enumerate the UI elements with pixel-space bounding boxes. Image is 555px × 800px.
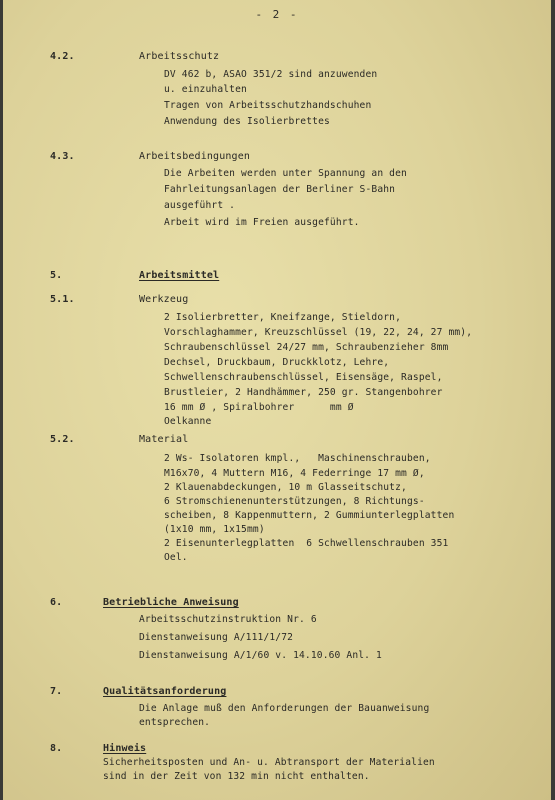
section-heading: Arbeitsbedingungen	[139, 151, 251, 162]
section-number: 8.	[50, 743, 63, 754]
section-heading: Arbeitsmittel	[139, 270, 220, 281]
text-line: (1x10 mm, 1x15mm)	[164, 524, 265, 535]
text-line: Dienstanweisung A/111/1/72	[139, 632, 294, 643]
text-line: Vorschlaghammer, Kreuzschlüssel (19, 22, 24, 27 mm),	[164, 327, 473, 338]
section-heading: Hinweis	[103, 743, 147, 754]
text-line: Schraubenschlüssel 24/27 mm, Schraubenzieher 8mm	[164, 342, 449, 353]
text-line: Brustleier, 2 Handhämmer, 250 gr. Stangenbohrer	[164, 387, 443, 398]
text-line: Dienstanweisung A/1/60 v. 14.10.60 Anl. 1	[139, 650, 382, 661]
document-page	[3, 0, 551, 800]
text-line: Oelkanne	[164, 416, 212, 427]
text-line: sind in der Zeit von 132 min nicht enthalten.	[103, 771, 370, 782]
text-line: Fahrleitungsanlagen der Berliner S-Bahn	[164, 184, 396, 195]
text-line: ausgeführt .	[164, 200, 236, 211]
section-number: 4.3.	[50, 151, 75, 162]
text-line: Arbeitsschutzinstruktion Nr. 6	[139, 614, 317, 625]
text-line: Dechsel, Druckbaum, Druckklotz, Lehre,	[164, 357, 390, 368]
section-number: 4.2.	[50, 51, 75, 62]
text-line: DV 462 b, ASAO 351/2 sind anzuwenden	[164, 69, 378, 80]
text-line: 2 Klauenabdeckungen, 10 m Glasseitschutz,	[164, 482, 407, 493]
text-line: 2 Isolierbretter, Kneifzange, Stieldorn,	[164, 312, 402, 323]
text-line: entsprechen.	[139, 717, 211, 728]
section-number: 7.	[50, 686, 63, 697]
page-number: - 2 -	[255, 8, 299, 21]
text-line: Die Arbeiten werden unter Spannung an den	[164, 168, 407, 179]
text-line: Oel.	[164, 552, 188, 563]
section-heading: Arbeitsschutz	[139, 51, 220, 62]
text-line: 6 Stromschienenunterstützungen, 8 Richtungs-	[164, 496, 425, 507]
section-heading: Betriebliche Anweisung	[103, 597, 239, 608]
text-line: u. einzuhalten	[164, 84, 247, 95]
text-line: scheiben, 8 Kappenmuttern, 2 Gummiunterlegplatten	[164, 510, 455, 521]
section-heading: Qualitätsanforderung	[103, 686, 227, 697]
text-line: Sicherheitsposten und An- u. Abtransport der Materialien	[103, 757, 435, 768]
section-heading: Werkzeug	[139, 294, 189, 305]
text-line: Arbeit wird im Freien ausgeführt.	[164, 217, 360, 228]
text-line: Tragen von Arbeitsschutzhandschuhen	[164, 100, 372, 111]
text-line: 2 Eisenunterlegplatten 6 Schwellenschrauben 351	[164, 538, 449, 549]
text-line: Die Anlage muß den Anforderungen der Bauanweisung	[139, 703, 430, 714]
section-number: 5.	[50, 270, 63, 281]
text-line: Schwellenschraubenschlüssel, Eisensäge, Raspel,	[164, 372, 443, 383]
section-heading: Material	[139, 434, 189, 445]
text-line: 2 Ws- Isolatoren kmpl., Maschinenschrauben,	[164, 453, 431, 464]
section-number: 5.1.	[50, 294, 75, 305]
section-number: 5.2.	[50, 434, 75, 445]
text-line: 16 mm Ø , Spiralbohrer mm Ø	[164, 402, 354, 413]
text-line: Anwendung des Isolierbrettes	[164, 116, 330, 127]
section-number: 6.	[50, 597, 63, 608]
text-line: M16x70, 4 Muttern M16, 4 Federringe 17 mm Ø,	[164, 468, 425, 479]
